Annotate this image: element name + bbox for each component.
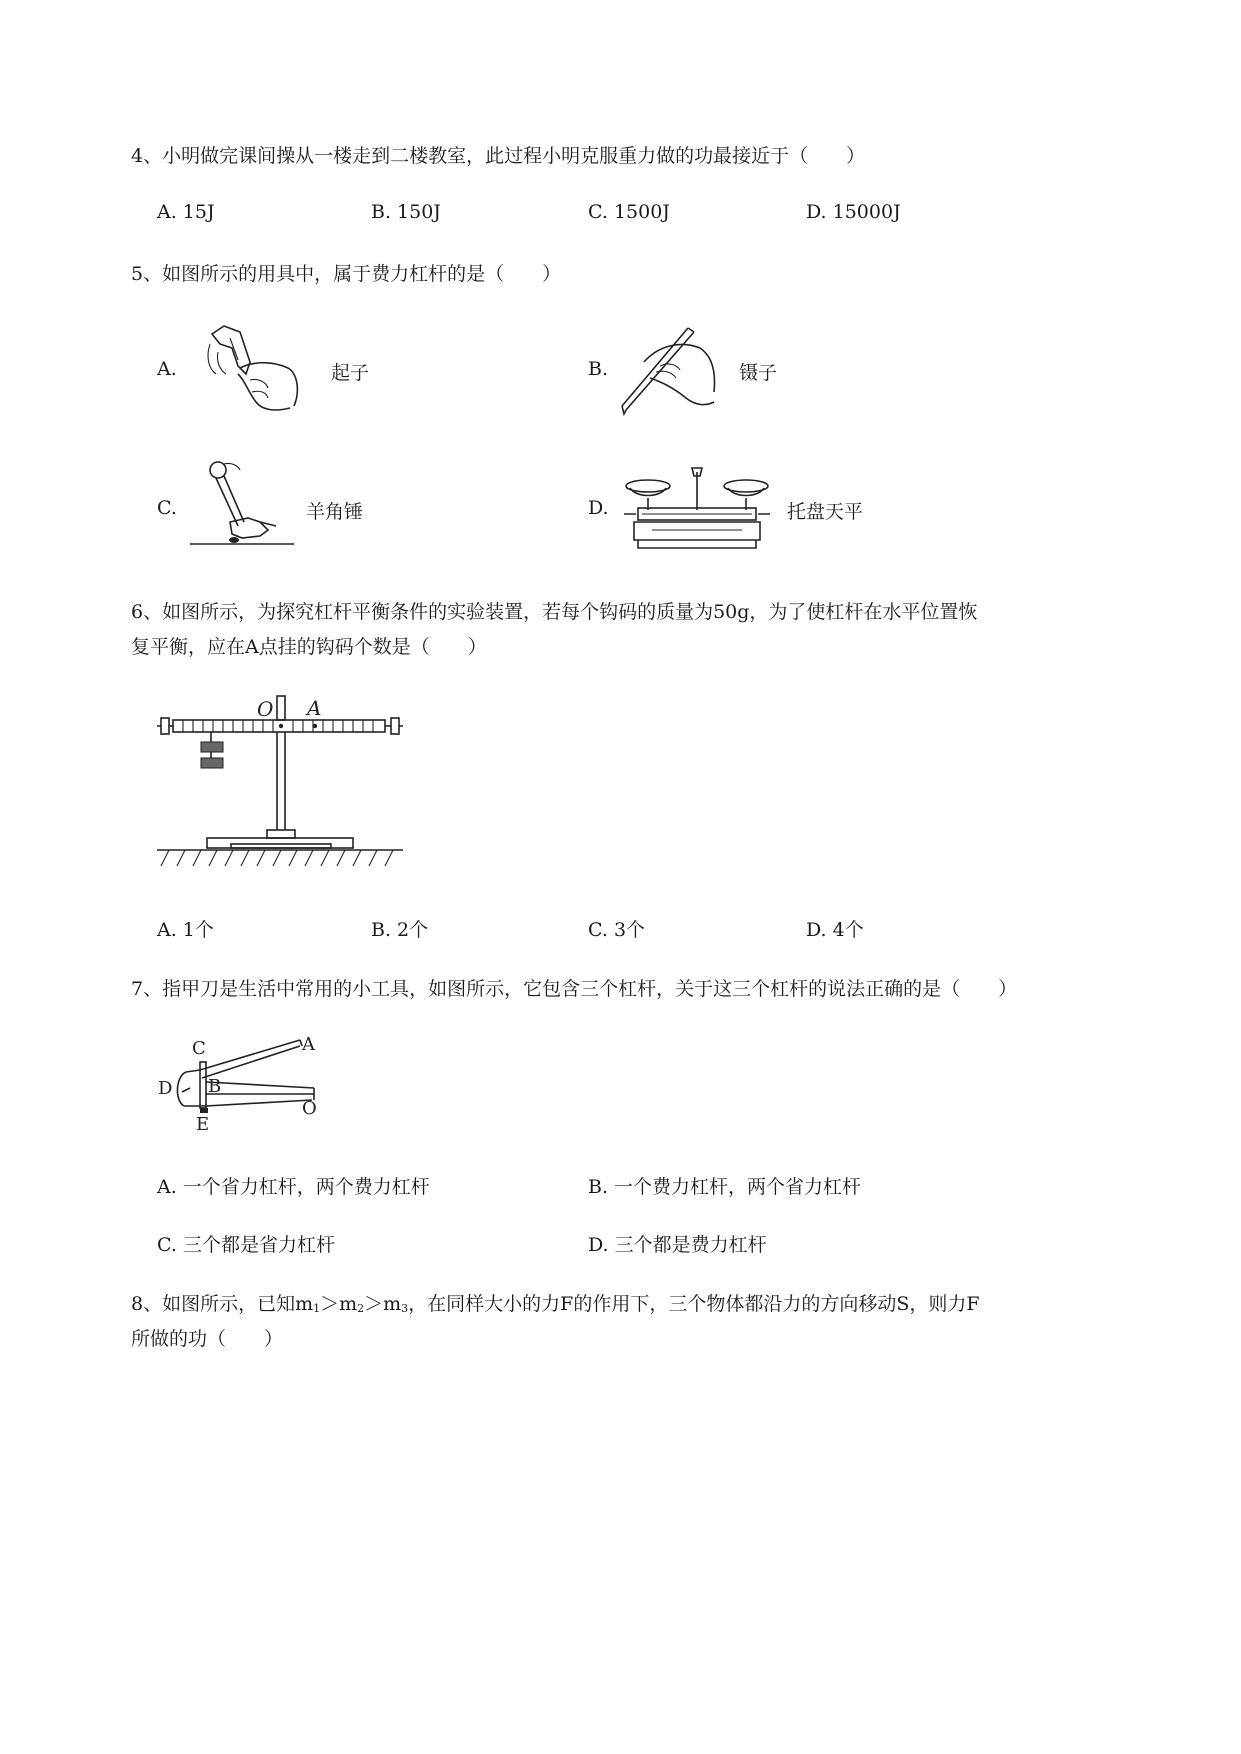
question-6-option-c: C. 3个 <box>588 919 646 941</box>
question-7-stem: 7、指甲刀是生活中常用的小工具，如图所示，它包含三个杠杆，关于这三个杠杆的说法正确的是（ ） <box>131 978 1018 1000</box>
question-6-stem-line1: 6、如图所示，为探究杠杆平衡条件的实验装置，若每个钩码的质量为50g，为了使杠杆在水平位置恢 <box>131 601 978 623</box>
clipper-label-d: D <box>158 1078 173 1099</box>
point-label-a: A <box>307 696 322 720</box>
question-4-option-a: A. 15J <box>157 201 215 223</box>
question-6-stem-line2: 复平衡，应在A点挂的钩码个数是（ ） <box>131 636 487 658</box>
question-5-stem: 5、如图所示的用具中，属于费力杠杆的是（ ） <box>131 263 562 285</box>
clipper-label-c: C <box>192 1038 206 1059</box>
question-7-option-c: C. 三个都是省力杠杆 <box>157 1234 335 1256</box>
question-5-option-c-name: 羊角锤 <box>306 501 364 523</box>
question-4-stem: 4、小明做完课间操从一楼走到二楼教室，此过程小明克服重力做的功最接近于（ ） <box>131 145 866 167</box>
claw-hammer-image <box>186 456 296 551</box>
clipper-label-e: E <box>196 1114 210 1135</box>
question-6-option-a: A. 1个 <box>157 919 214 941</box>
lever-scale-ticks <box>183 720 373 732</box>
question-6-option-d: D. 4个 <box>806 919 864 941</box>
question-6-option-b: B. 2个 <box>371 919 429 941</box>
question-4-option-b: B. 150J <box>371 201 441 223</box>
pivot-label-o: O <box>257 697 274 721</box>
bottle-opener-image <box>190 322 310 417</box>
lever-experiment-figure <box>155 690 410 875</box>
question-5-option-b-name: 镊子 <box>739 362 778 384</box>
clipper-label-b: B <box>208 1076 222 1097</box>
clipper-label-o: O <box>302 1098 317 1119</box>
clipper-label-a: A <box>302 1034 315 1055</box>
nail-clipper-figure <box>152 1030 332 1135</box>
question-5-option-a-letter: A. <box>157 358 177 380</box>
question-5-option-a-name: 起子 <box>331 362 370 384</box>
question-7-option-d: D. 三个都是费力杠杆 <box>588 1234 767 1256</box>
question-5-option-d-name: 托盘天平 <box>787 501 864 523</box>
question-8-stem-line2: 所做的功（ ） <box>131 1328 284 1350</box>
question-5-option-c-letter: C. <box>157 497 177 519</box>
question-4-option-c: C. 1500J <box>588 201 670 223</box>
question-8-stem-line1: 8、如图所示，已知$m_1>m_2>m_3$，在同样大小的力F的作用下，三个物体都沿力的方向移动S，则力F <box>131 1293 980 1315</box>
question-7-option-b: B. 一个费力杠杆，两个省力杠杆 <box>588 1176 862 1198</box>
question-5-option-d-letter: D. <box>588 497 609 519</box>
tweezers-image <box>614 322 724 417</box>
balance-scale-image <box>622 460 772 555</box>
question-7-option-a: A. 一个省力杠杆，两个费力杠杆 <box>157 1176 430 1198</box>
question-5-option-b-letter: B. <box>588 358 609 380</box>
question-4-option-d: D. 15000J <box>806 201 901 223</box>
